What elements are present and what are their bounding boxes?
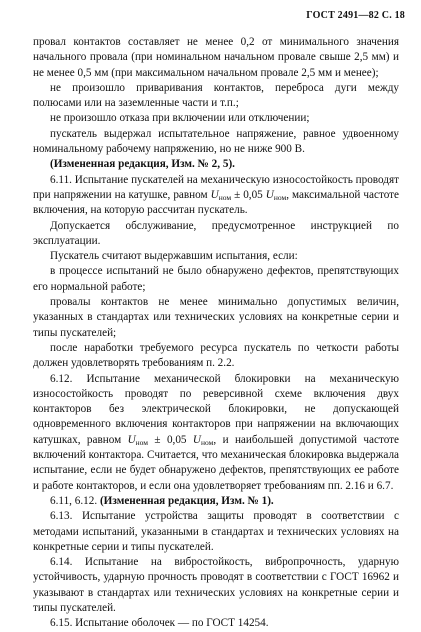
paragraph-maintenance: Допускается обслуживание, предусмотренное инструкцией по эксплуатации. [33,219,399,247]
paragraph-contact-gap: провал контактов составляет не менее 0,2 от минимального значения начального провала (при номинальном начальном провале свыше 2,5 мм) и не менее 0,5 мм (при максимальном начальном провале 2,5 мм и менее); [33,36,399,79]
paragraph-no-failure: не произошло отказа при включении или отключении; [50,112,310,125]
clause-6-11 [33,173,399,219]
clause-6-15: 6.15. Испытание оболочек — по ГОСТ 14254. [50,617,269,630]
revision-note-text: (Измененная редакция, Изм. № 1). [99,494,274,507]
voltage-subscript: ном [218,192,232,202]
voltage-symbol: U [210,188,219,201]
revision-note-6-11-6-12 [33,494,399,509]
clause-6-14: 6.14. Испытание на вибростойкость, вибропрочность, ударную устойчивость, ударную прочность проводят в соответствии с ГОСТ 16962 и указывают в стандартах или технических условиях на конкретные серии и типы пускателей. [33,556,399,614]
voltage-symbol: U [265,188,274,201]
voltage-symbol: U [127,433,136,446]
clause-6-12 [33,372,399,494]
page-header: ГОСТ 2491—82 С. 18 [306,10,405,21]
clause-6-11-text-c: , максимальной частоте включения, на которую рассчитан пускатель. [33,188,400,217]
paragraph-resource: после наработки требуемого ресурса пускатель по четкости работы должен удовлетворять требованиям п. 2.2. [33,341,399,370]
revision-note [33,157,399,172]
document-body [33,35,399,632]
clause-6-12-text-c: , и наибольшей допустимой частоте включений контактора. Считается, что механическая блокировка выдержала испытание, если не будет обнаружено дефектов, препятствующих ее работе и работе контакторов, и если она удовлетворяет требованиям пп. 2.16 и 6.7. [33,433,400,492]
revision-note-text: (Измененная редакция, Изм. № 2, 5). [50,158,235,171]
voltage-subscript: ном [135,437,149,447]
clause-6-11-text-a: 6.11. Испытание пускателей на механическую износостойкость проводят при напряжении на катушке, равном [33,173,399,201]
clause-6-12-text-a: 6.12. Испытание механической блокировки на механическую износостойкость проводят по реверсивной схеме включения двух контакторов без электрической блокировки, не допускающей одновременного включения контакторов при напряжении на включающих катушках, равном [33,372,399,446]
clause-6-12-text-b: ± 0,05 [148,433,193,446]
paragraph-no-welding: не произошло приваривания контактов, переброса дуги между полюсами или на заземленные части и т.п.; [33,81,399,110]
paragraph-contact-gaps: провалы контактов не менее минимально допустимых величин, указанных в стандартах или технических условиях на конкретные серии и типы пускателей; [33,296,399,339]
clause-6-11-text-b: ± 0,05 [231,188,266,201]
paragraph-test-voltage: пускатель выдержал испытательное напряжение, равное удвоенному номинальному рабочему напряжению, но не ниже 900 В. [33,127,399,156]
paragraph-no-defects: в процессе испытаний не было обнаружено дефектов, препятствующих его нормальной работе; [33,265,399,293]
voltage-symbol: U [192,433,202,446]
clause-6-13: 6.13. Испытание устройства защиты проводят в соответствии с методами испытаний, указанными в стандартах и технических условиях на конкретные серии и типы пускателей. [33,510,399,553]
paragraph-pass-criteria: Пускатель считают выдержавшим испытания, если: [50,250,298,263]
voltage-subscript: ном [201,437,214,447]
voltage-subscript: ном [273,192,287,202]
revision-clauses: 6.11, 6.12. [50,494,100,507]
